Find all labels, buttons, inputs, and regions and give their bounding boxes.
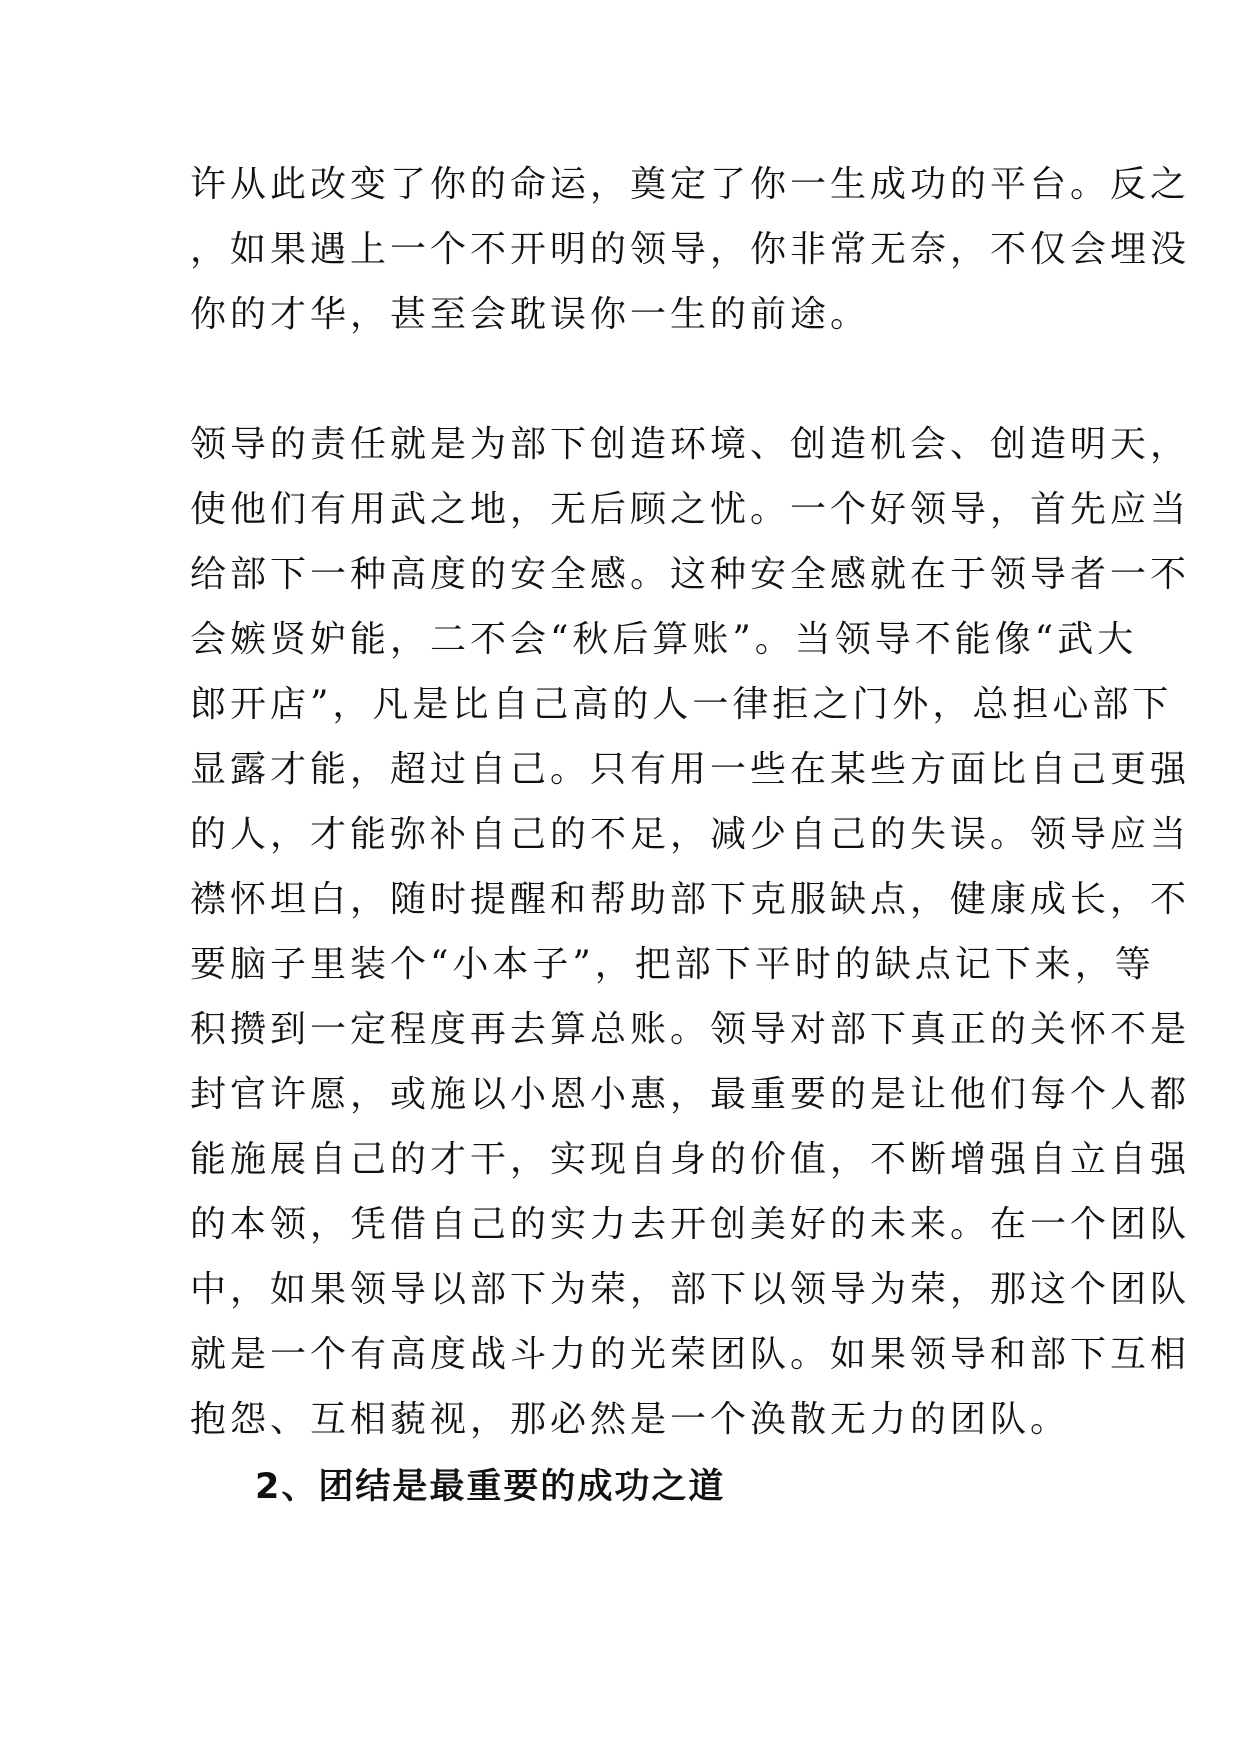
text-line: 就是一个有高度战斗力的光荣团队。如果领导和部下互相 (190, 1334, 1191, 1375)
text-line: 封官许愿，或施以小恩小惠，最重要的是让他们每个人都 (190, 1074, 1191, 1115)
section-heading: 2、团结是最重要的成功之道 (255, 1467, 726, 1507)
text-line: 给部下一种高度的安全感。这种安全感就在于领导者一不 (190, 554, 1191, 595)
text-line: 要脑子里装个“小本子”，把部下平时的缺点记下来，等 (190, 944, 1155, 985)
text-line: 你的才华，甚至会耽误你一生的前途。 (190, 294, 871, 335)
text-line: 许从此改变了你的命运，奠定了你一生成功的平台。反之 (190, 164, 1191, 205)
text-line: 能施展自己的才干，实现自身的价值，不断增强自立自强 (190, 1139, 1191, 1180)
text-line: 显露才能，超过自己。只有用一些在某些方面比自己更强 (190, 749, 1191, 790)
text-line: 襟怀坦白，随时提醒和帮助部下克服缺点，健康成长，不 (190, 879, 1191, 920)
text-line: 郎开店”，凡是比自己高的人一律拒之门外，总担心部下 (190, 684, 1173, 725)
text-line: 抱怨、互相藐视，那必然是一个涣散无力的团队。 (190, 1399, 1071, 1440)
text-line: 的本领，凭借自己的实力去开创美好的未来。在一个团队 (190, 1204, 1191, 1245)
text-line: ，如果遇上一个不开明的领导，你非常无奈，不仅会埋没 (190, 229, 1191, 270)
text-line: 使他们有用武之地，无后顾之忧。一个好领导，首先应当 (190, 489, 1191, 530)
text-line: 领导的责任就是为部下创造环境、创造机会、创造明天， (190, 424, 1191, 465)
text-line: 会嫉贤妒能，二不会“秋后算账”。当领导不能像“武大 (190, 619, 1138, 660)
text-line: 中，如果领导以部下为荣，部下以领导为荣，那这个团队 (190, 1269, 1191, 1310)
text-line: 的人，才能弥补自己的不足，减少自己的失误。领导应当 (190, 814, 1191, 855)
text-line: 积攒到一定程度再去算总账。领导对部下真正的关怀不是 (190, 1009, 1191, 1050)
